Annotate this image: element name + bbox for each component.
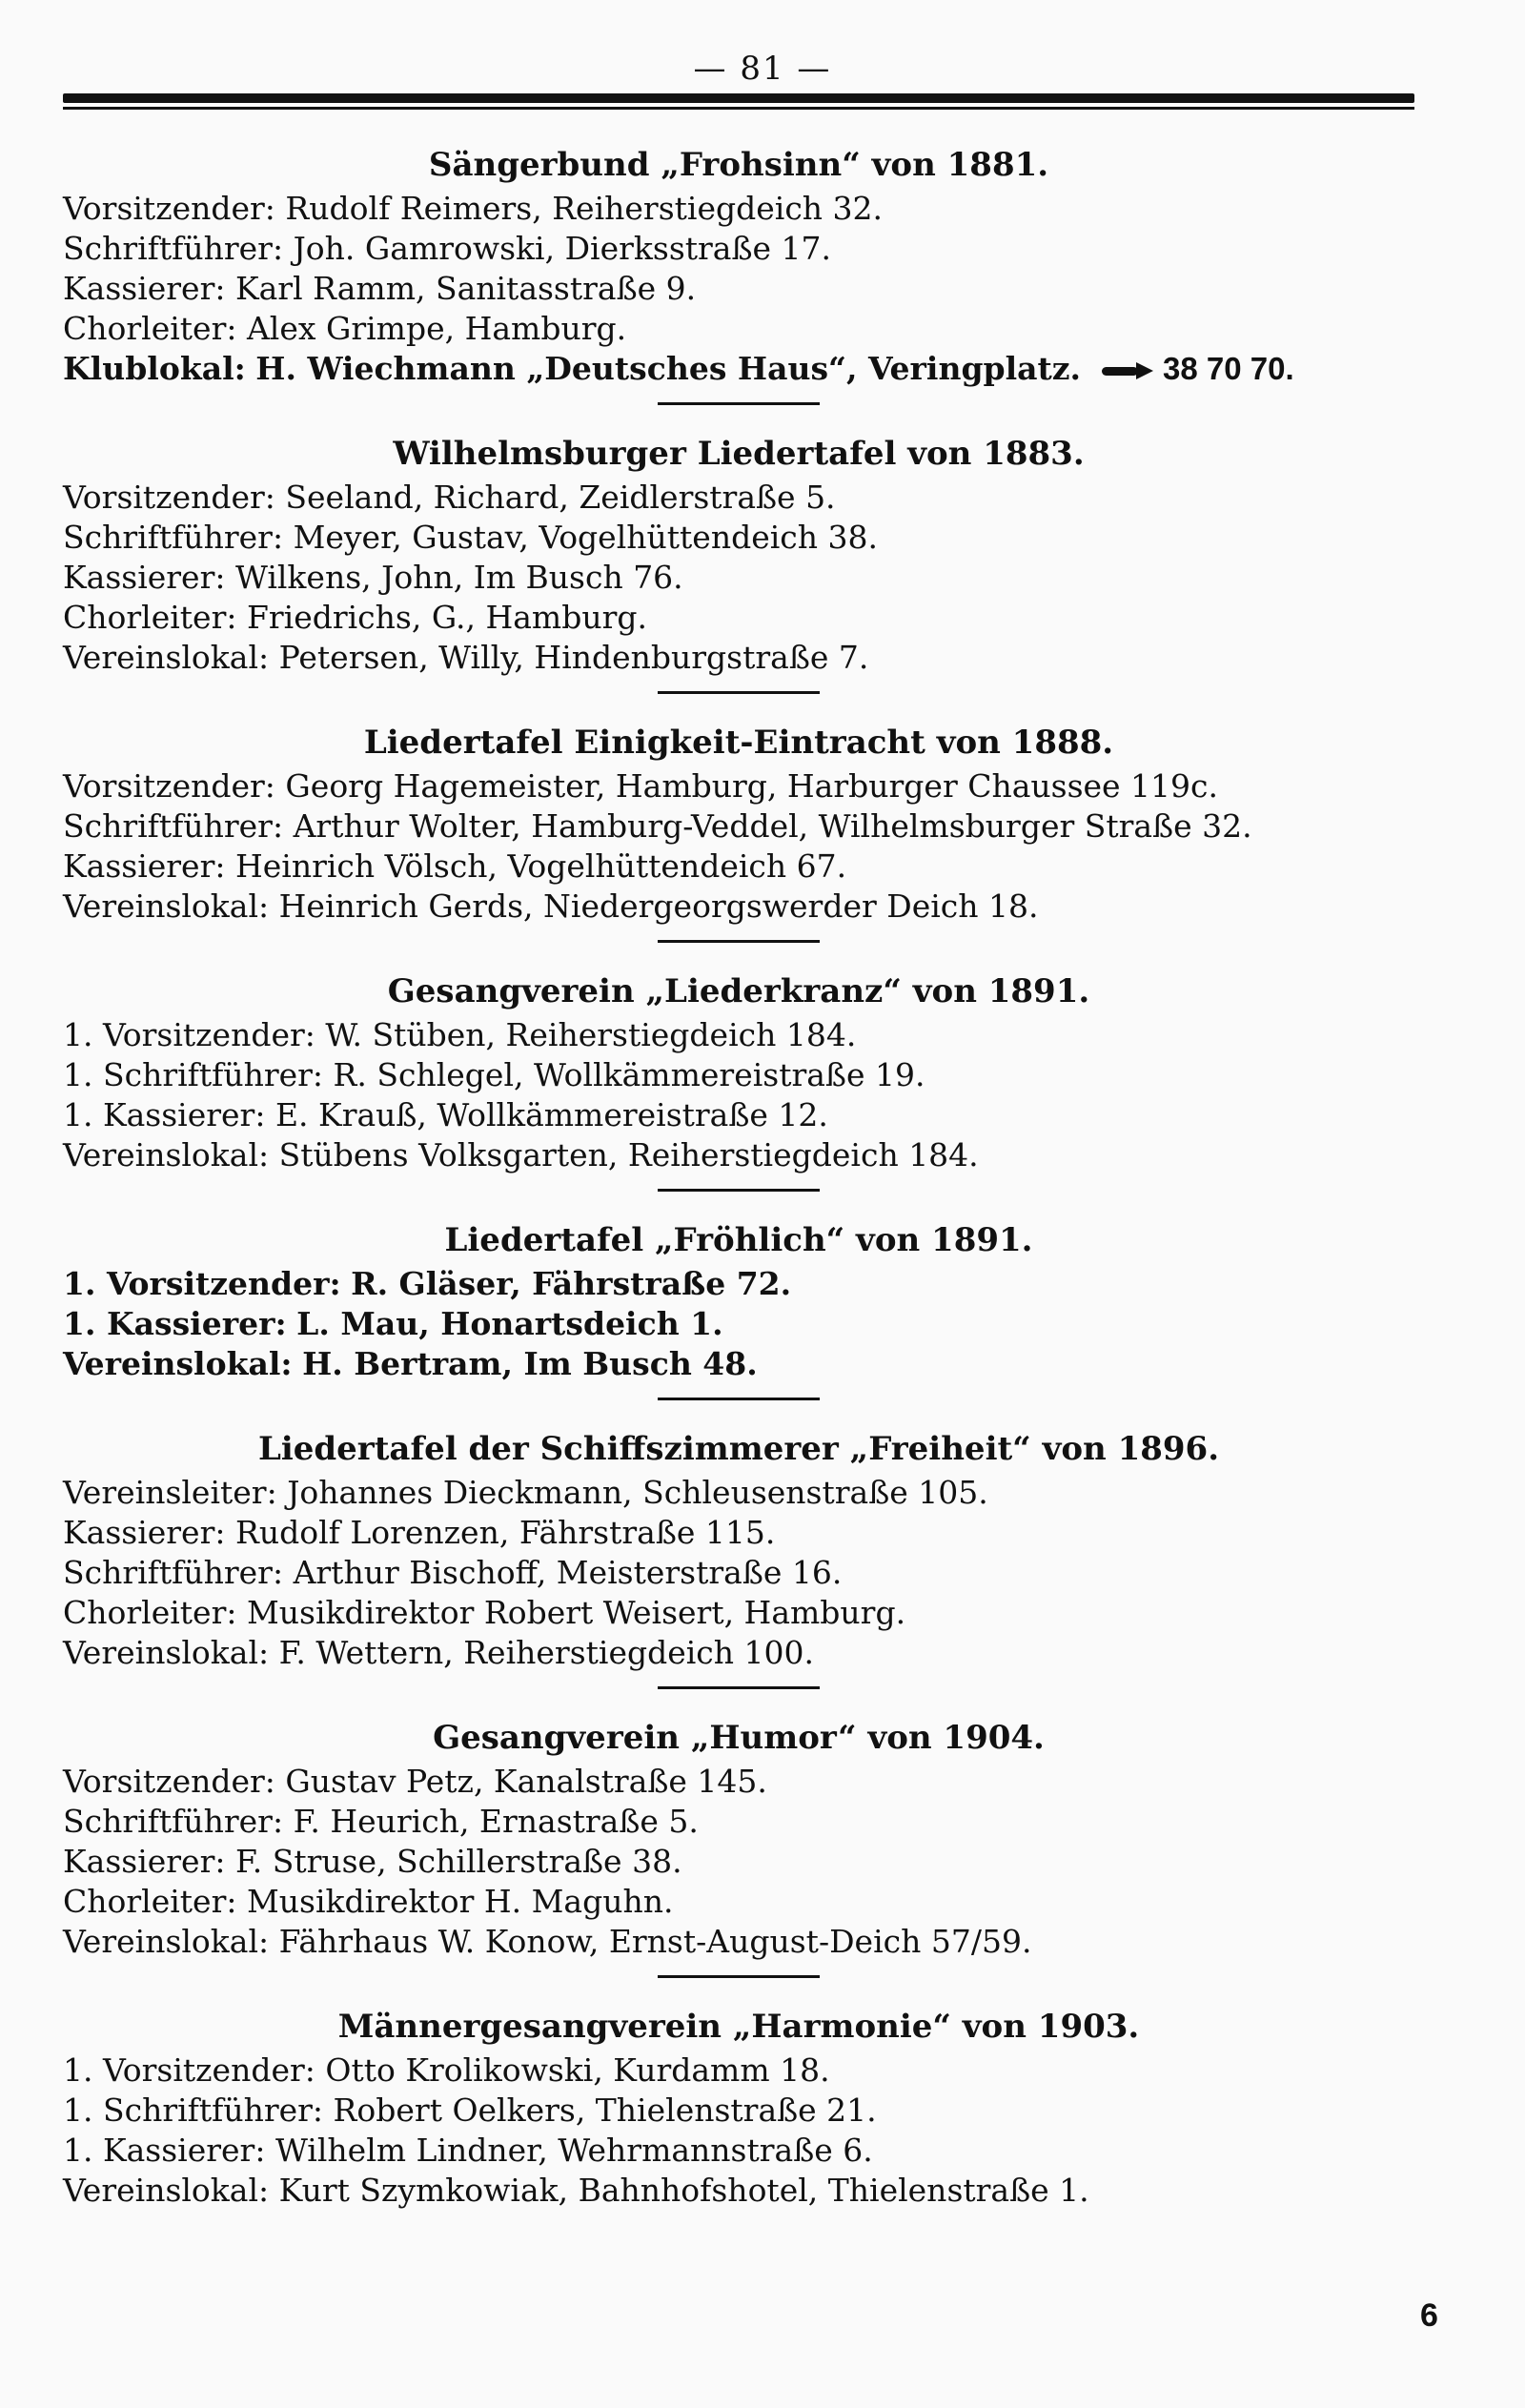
entry-line [63, 2051, 1414, 2091]
entry-label: Kassierer: [63, 1843, 226, 1880]
club-section [63, 141, 1414, 405]
club-title: Gesangverein „Liederkranz“ von 1891. [387, 972, 1090, 1010]
entry-label: Vereinsleiter: [63, 1474, 277, 1511]
entry-value: Meyer, Gustav, Vogelhüttendeich 38. [293, 519, 878, 556]
entry-line [63, 806, 1414, 847]
entry-label: Chorleiter: [63, 310, 237, 347]
entry-line [63, 1344, 1414, 1384]
entry-line [63, 478, 1414, 518]
entry-line [63, 349, 1414, 389]
telephone-icon [1102, 360, 1153, 381]
club-section [63, 1714, 1414, 1978]
entry-label: 1. Kassierer: [63, 1305, 287, 1342]
entry-line [63, 1882, 1414, 1922]
entry-value: Johannes Dieckmann, Schleusenstraße 105. [287, 1474, 988, 1511]
club-title: Gesangverein „Humor“ von 1904. [433, 1719, 1045, 1757]
entry-line [63, 1095, 1414, 1135]
entry-label: Kassierer: [63, 847, 226, 885]
entry-label: Schriftführer: [63, 807, 284, 845]
entry-value: R. Schlegel, Wollkämmereistraße 19. [333, 1056, 925, 1093]
entry-value: F. Heurich, Ernastraße 5. [293, 1803, 699, 1840]
entry-value: Robert Oelkers, Thielenstraße 21. [333, 2092, 877, 2129]
entry-label: Vorsitzender: [63, 1763, 275, 1800]
entry-label: Klublokal: [63, 350, 246, 387]
entry-label: Vereinslokal: [63, 1634, 270, 1671]
entry-line [63, 1633, 1414, 1673]
entry-line [63, 1593, 1414, 1633]
entry-line [63, 598, 1414, 638]
entry-label: 1. Schriftführer: [63, 2092, 324, 2129]
entry-line [63, 1762, 1414, 1802]
club-section [63, 1425, 1414, 1689]
club-section [63, 719, 1414, 943]
entry-label: Kassierer: [63, 1514, 226, 1551]
entry-line [63, 2091, 1414, 2131]
entry-label: Kassierer: [63, 559, 226, 596]
entry-value: Kurt Szymkowiak, Bahnhofshotel, Thielenstraße 1. [278, 2172, 1089, 2209]
top-rule [63, 93, 1414, 103]
entry-label: 1. Vorsitzender: [63, 1265, 341, 1302]
section-separator [658, 402, 820, 405]
entry-line [63, 766, 1414, 806]
entry-value: Seeland, Richard, Zeidlerstraße 5. [285, 479, 836, 516]
club-title: Männergesangverein „Harmonie“ von 1903. [337, 2008, 1140, 2046]
section-separator [658, 1686, 820, 1689]
club-section [63, 2003, 1414, 2211]
section-separator [658, 1398, 820, 1400]
section-separator [658, 940, 820, 943]
entry-line [63, 847, 1414, 887]
entry-value: Wilhelm Lindner, Wehrmannstraße 6. [274, 2132, 873, 2169]
footer-number: 6 [1420, 2297, 1438, 2334]
entry-value: Fährhaus W. Konow, Ernst-August-Deich 57/59. [278, 1923, 1032, 1960]
entry-line [63, 1015, 1414, 1055]
entry-line [63, 269, 1414, 309]
entry-line [63, 887, 1414, 927]
club-title: Sängerbund „Frohsinn“ von 1881. [428, 146, 1049, 184]
entry-line [63, 229, 1414, 269]
page-number: — 81 — [693, 50, 832, 88]
entry-line [63, 189, 1414, 229]
entry-value: Otto Krolikowski, Kurdamm 18. [325, 2051, 830, 2089]
entry-label: Kassierer: [63, 270, 226, 307]
entry-line [63, 1264, 1414, 1304]
entry-value: E. Krauß, Wollkämmereistraße 12. [274, 1096, 828, 1133]
entry-label: Chorleiter: [63, 599, 237, 636]
entry-value: F. Wettern, Reiherstiegdeich 100. [278, 1634, 815, 1671]
entry-line [63, 2131, 1414, 2171]
entry-value: Musikdirektor Robert Weisert, Hamburg. [246, 1594, 906, 1631]
club-title: Liedertafel „Fröhlich“ von 1891. [444, 1221, 1033, 1259]
club-title: Wilhelmsburger Liedertafel von 1883. [393, 435, 1085, 473]
entry-label: 1. Vorsitzender: [63, 2051, 315, 2089]
club-section [63, 1216, 1414, 1400]
entry-value: Arthur Bischoff, Meisterstraße 16. [293, 1554, 843, 1591]
entry-value: Petersen, Willy, Hindenburgstraße 7. [278, 639, 869, 676]
entry-value: Rudolf Lorenzen, Fährstraße 115. [234, 1514, 776, 1551]
entry-value: Musikdirektor H. Maguhn. [246, 1883, 674, 1920]
entry-value: R. Gläser, Fährstraße 72. [351, 1265, 792, 1302]
entry-value: L. Mau, Honartsdeich 1. [296, 1305, 723, 1342]
entry-label: Vereinslokal: [63, 1136, 270, 1173]
entry-value: H. Bertram, Im Busch 48. [302, 1345, 758, 1382]
entry-label: 1. Schriftführer: [63, 1056, 324, 1093]
entry-label: Vereinslokal: [63, 888, 270, 925]
entry-line [63, 1513, 1414, 1553]
entry-line [63, 1553, 1414, 1593]
entry-value: Karl Ramm, Sanitasstraße 9. [234, 270, 697, 307]
entry-value: Friedrichs, G., Hamburg. [246, 599, 647, 636]
entry-value: Gustav Petz, Kanalstraße 145. [285, 1763, 767, 1800]
entry-line [63, 518, 1414, 558]
entry-value: Arthur Wolter, Hamburg-Veddel, Wilhelmsburger Straße 32. [293, 807, 1252, 845]
entry-label: Schriftführer: [63, 1554, 284, 1591]
entry-label: 1. Kassierer: [63, 1096, 266, 1133]
club-list [63, 141, 1414, 2211]
entry-line [63, 1473, 1414, 1513]
entry-label: 1. Vorsitzender: [63, 1016, 315, 1053]
entry-value: Georg Hagemeister, Hamburg, Harburger Chaussee 119c. [285, 767, 1219, 805]
entry-label: Vereinslokal: [63, 2172, 270, 2209]
entry-value: Alex Grimpe, Hamburg. [246, 310, 627, 347]
section-separator [658, 1189, 820, 1192]
entry-value: Wilkens, John, Im Busch 76. [234, 559, 683, 596]
entry-label: Vereinslokal: [63, 1345, 293, 1382]
entry-line [63, 1842, 1414, 1882]
entry-line [63, 309, 1414, 349]
entry-value: Heinrich Gerds, Niedergeorgswerder Deich 18. [278, 888, 1039, 925]
club-title: Liedertafel der Schiffszimmerer „Freiheit“ von 1896. [257, 1430, 1220, 1468]
entry-label: Vorsitzender: [63, 479, 275, 516]
entry-value: H. Wiechmann „Deutsches Haus“, Veringplatz. [255, 350, 1081, 387]
entry-line [63, 1055, 1414, 1095]
entry-value: Rudolf Reimers, Reiherstiegdeich 32. [285, 190, 884, 227]
club-section [63, 968, 1414, 1192]
entry-line [63, 1304, 1414, 1344]
entry-label: Vorsitzender: [63, 767, 275, 805]
entry-value: W. Stüben, Reiherstiegdeich 184. [325, 1016, 857, 1053]
phone-number: 38 70 70. [1163, 351, 1294, 386]
section-separator [658, 1975, 820, 1978]
entry-label: Chorleiter: [63, 1883, 237, 1920]
entry-label: Vorsitzender: [63, 190, 275, 227]
entry-line [63, 2171, 1414, 2211]
entry-line [63, 638, 1414, 678]
entry-line [63, 1802, 1414, 1842]
entry-label: Chorleiter: [63, 1594, 237, 1631]
entry-value: Heinrich Völsch, Vogelhüttendeich 67. [234, 847, 847, 885]
entry-line [63, 1922, 1414, 1962]
entry-line [63, 558, 1414, 598]
entry-label: Schriftführer: [63, 519, 284, 556]
entry-label: Schriftführer: [63, 1803, 284, 1840]
entry-label: Vereinslokal: [63, 639, 270, 676]
entry-label: 1. Kassierer: [63, 2132, 266, 2169]
section-separator [658, 691, 820, 694]
club-title: Liedertafel Einigkeit-Eintracht von 1888. [363, 724, 1114, 762]
entry-label: Vereinslokal: [63, 1923, 270, 1960]
entry-value: F. Struse, Schillerstraße 38. [234, 1843, 682, 1880]
club-section [63, 430, 1414, 694]
entry-line [63, 1135, 1414, 1175]
entry-label: Schriftführer: [63, 230, 284, 267]
entry-value: Joh. Gamrowski, Dierksstraße 17. [293, 230, 832, 267]
entry-value: Stübens Volksgarten, Reiherstiegdeich 184. [278, 1136, 979, 1173]
